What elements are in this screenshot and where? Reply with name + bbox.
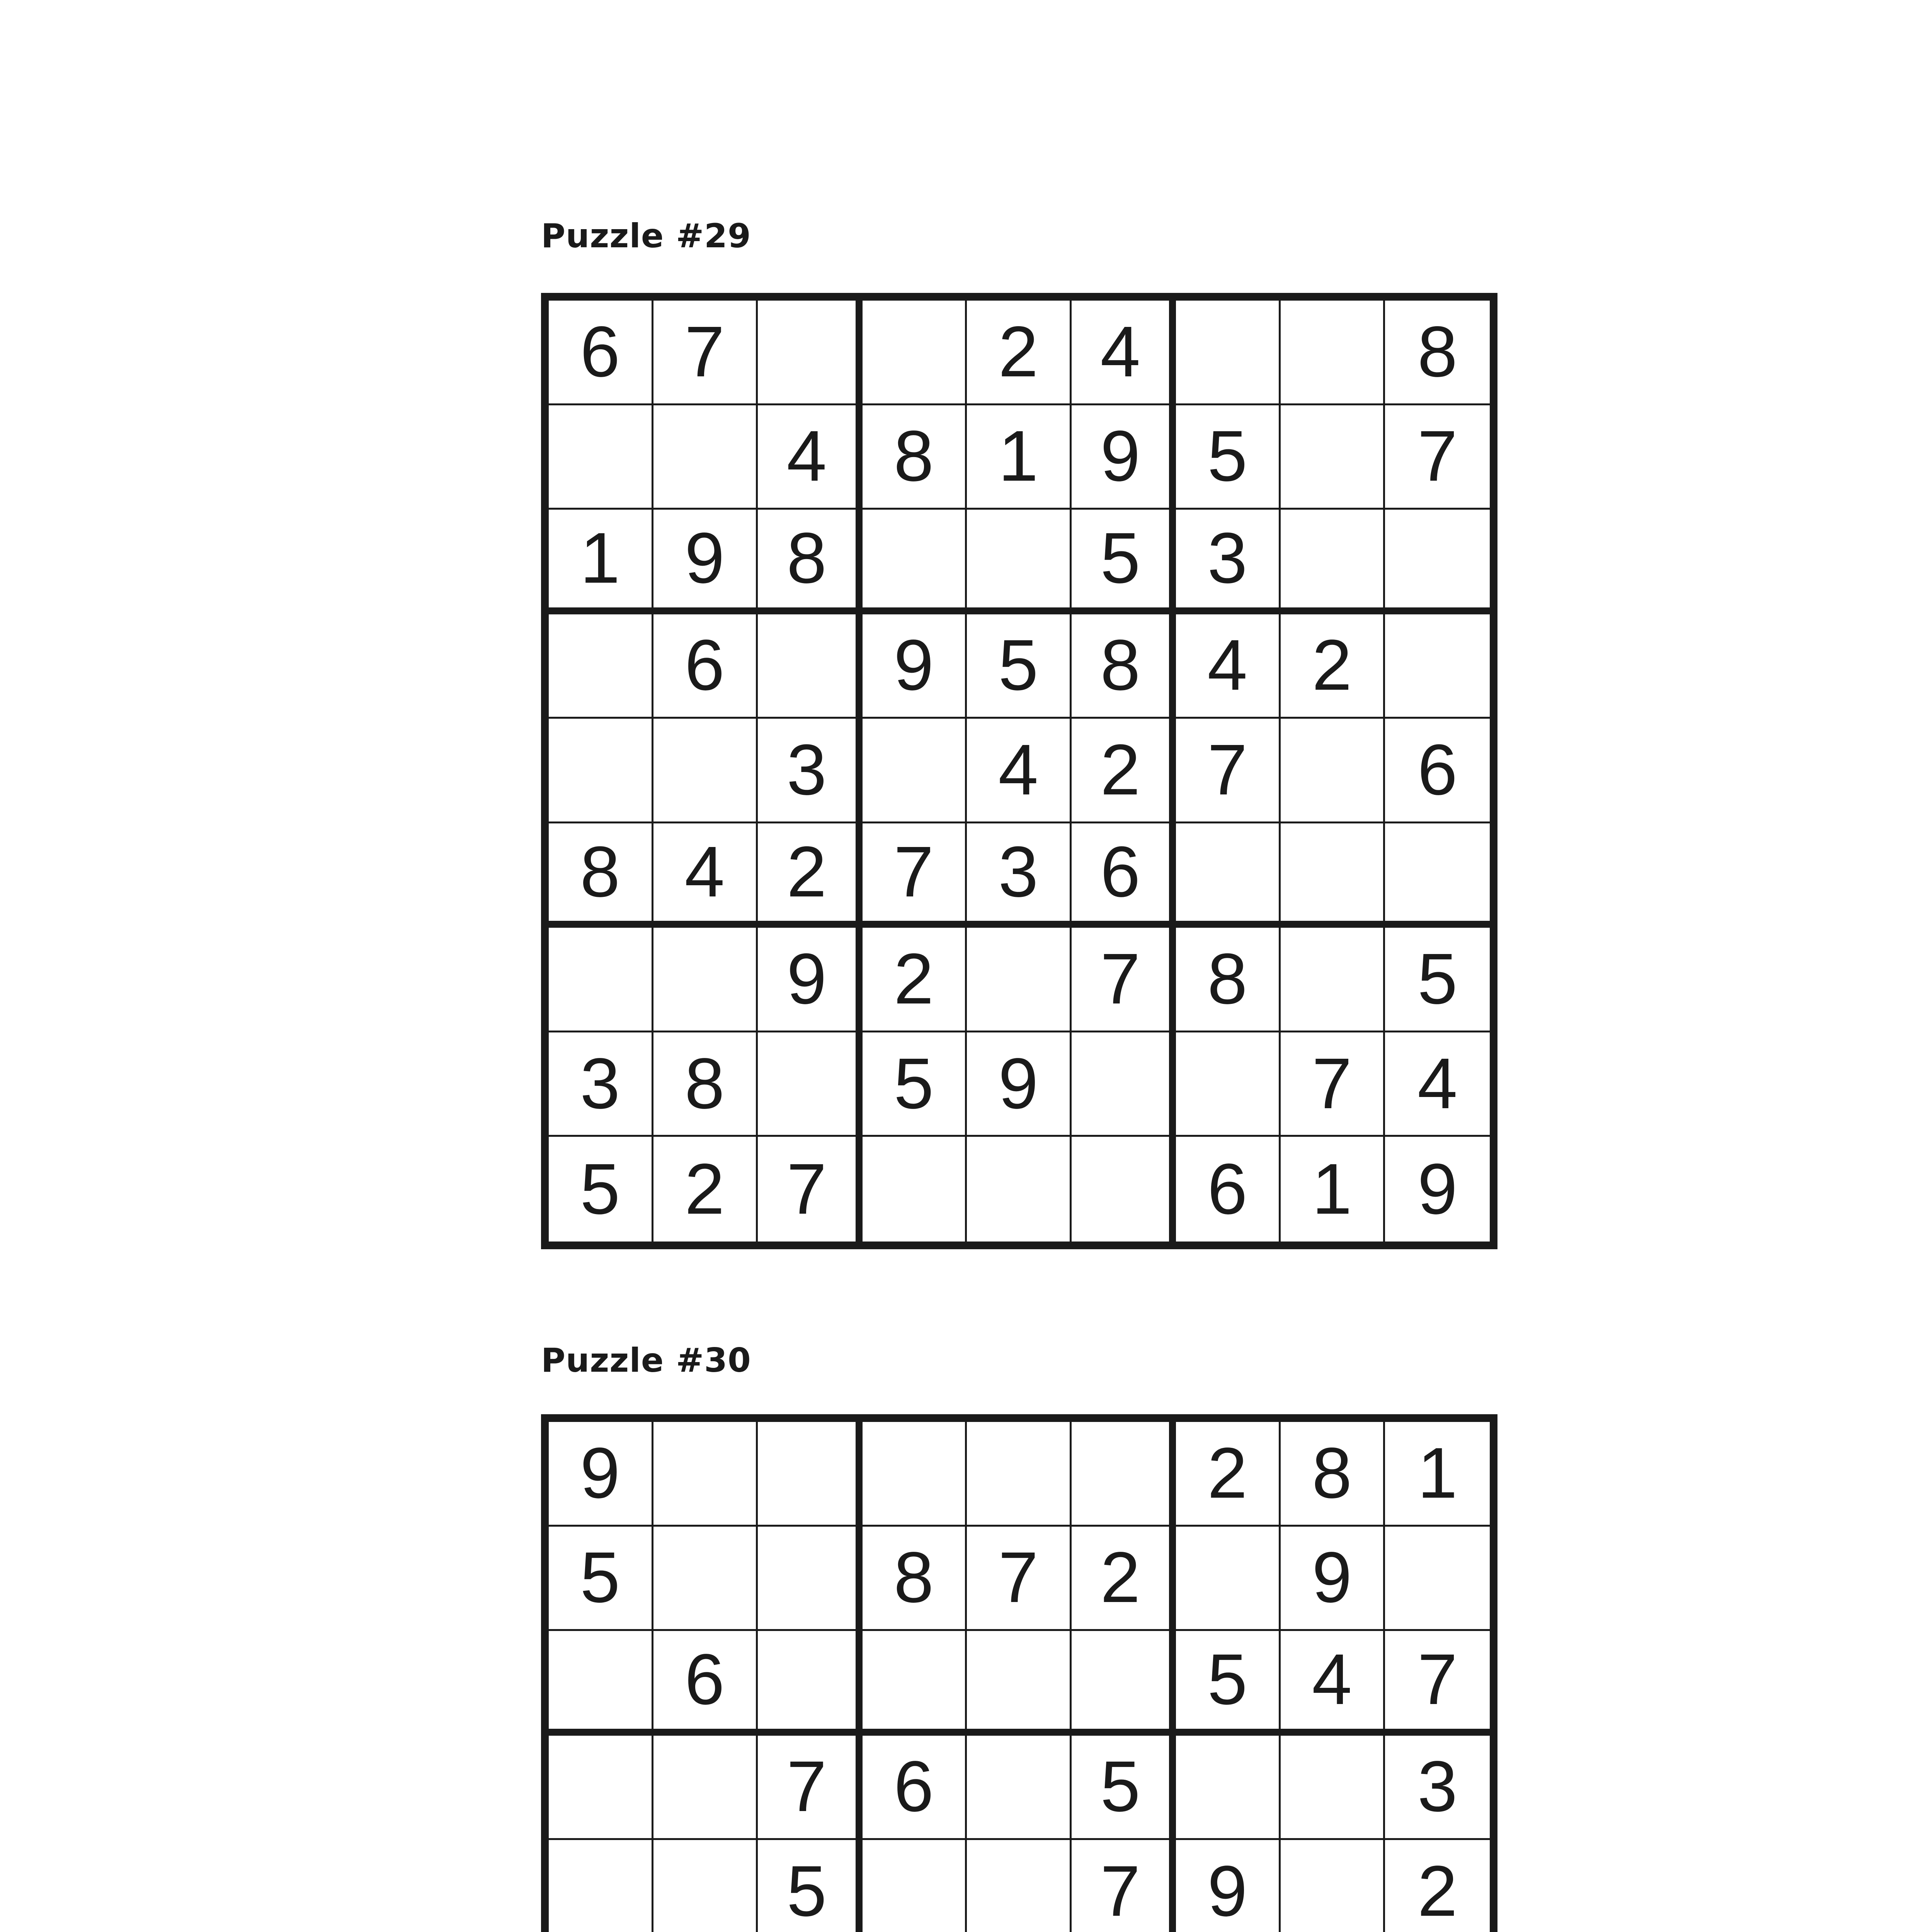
given-digit-cell: 6 (549, 301, 653, 405)
given-digit-cell: 4 (967, 719, 1072, 823)
empty-cell[interactable] (863, 1631, 967, 1736)
given-digit-cell: 5 (863, 1032, 967, 1137)
empty-cell[interactable] (653, 719, 758, 823)
given-digit-cell: 8 (1281, 1422, 1385, 1527)
given-digit-cell: 9 (758, 928, 863, 1032)
empty-cell[interactable] (653, 405, 758, 510)
given-digit-cell: 7 (1176, 719, 1281, 823)
empty-cell[interactable] (1281, 823, 1385, 928)
given-digit-cell: 8 (863, 1527, 967, 1631)
given-digit-cell: 8 (1072, 614, 1176, 719)
given-digit-cell: 7 (1072, 928, 1176, 1032)
empty-cell[interactable] (549, 928, 653, 1032)
given-digit-cell: 3 (549, 1032, 653, 1137)
empty-cell[interactable] (967, 1137, 1072, 1242)
empty-cell[interactable] (863, 1422, 967, 1527)
given-digit-cell: 9 (1281, 1527, 1385, 1631)
empty-cell[interactable] (758, 1527, 863, 1631)
given-digit-cell: 7 (1281, 1032, 1385, 1137)
empty-cell[interactable] (549, 1840, 653, 1932)
given-digit-cell: 5 (1072, 1736, 1176, 1840)
empty-cell[interactable] (967, 1422, 1072, 1527)
puzzle-30-title: Puzzle #30 (541, 1341, 751, 1380)
empty-cell[interactable] (967, 928, 1072, 1032)
given-digit-cell: 7 (1385, 1631, 1490, 1736)
empty-cell[interactable] (1072, 1631, 1176, 1736)
empty-cell[interactable] (967, 1840, 1072, 1932)
given-digit-cell: 5 (1072, 510, 1176, 614)
empty-cell[interactable] (1176, 301, 1281, 405)
empty-cell[interactable] (549, 614, 653, 719)
given-digit-cell: 8 (1176, 928, 1281, 1032)
given-digit-cell: 4 (1072, 301, 1176, 405)
empty-cell[interactable] (1385, 823, 1490, 928)
given-digit-cell: 9 (653, 510, 758, 614)
given-digit-cell: 1 (549, 510, 653, 614)
given-digit-cell: 8 (653, 1032, 758, 1137)
given-digit-cell: 6 (1072, 823, 1176, 928)
given-digit-cell: 9 (1176, 1840, 1281, 1932)
empty-cell[interactable] (1176, 823, 1281, 928)
empty-cell[interactable] (549, 405, 653, 510)
given-digit-cell: 8 (863, 405, 967, 510)
given-digit-cell: 2 (1385, 1840, 1490, 1932)
given-digit-cell: 6 (653, 614, 758, 719)
given-digit-cell: 5 (1176, 1631, 1281, 1736)
given-digit-cell: 7 (967, 1527, 1072, 1631)
given-digit-cell: 7 (1385, 405, 1490, 510)
empty-cell[interactable] (863, 1840, 967, 1932)
empty-cell[interactable] (653, 1422, 758, 1527)
empty-cell[interactable] (1385, 1527, 1490, 1631)
given-digit-cell: 7 (758, 1736, 863, 1840)
empty-cell[interactable] (1176, 1032, 1281, 1137)
given-digit-cell: 1 (1281, 1137, 1385, 1242)
given-digit-cell: 3 (1176, 510, 1281, 614)
empty-cell[interactable] (1072, 1137, 1176, 1242)
empty-cell[interactable] (653, 1736, 758, 1840)
given-digit-cell: 7 (758, 1137, 863, 1242)
given-digit-cell: 4 (1281, 1631, 1385, 1736)
given-digit-cell: 2 (1281, 614, 1385, 719)
given-digit-cell: 7 (653, 301, 758, 405)
given-digit-cell: 3 (1385, 1736, 1490, 1840)
given-digit-cell: 7 (1072, 1840, 1176, 1932)
given-digit-cell: 9 (1417, 1149, 1458, 1229)
given-digit-cell: 1 (1385, 1422, 1490, 1527)
empty-cell[interactable] (1281, 719, 1385, 823)
given-digit-cell: 3 (758, 719, 863, 823)
empty-cell[interactable] (967, 1736, 1072, 1840)
given-digit-cell: 2 (863, 928, 967, 1032)
empty-cell[interactable] (1281, 1840, 1385, 1932)
given-digit-cell: 3 (967, 823, 1072, 928)
given-digit-cell: 2 (1176, 1422, 1281, 1527)
empty-cell[interactable] (1281, 1736, 1385, 1840)
given-digit-cell: 5 (1176, 405, 1281, 510)
given-digit-cell: 2 (1072, 1527, 1176, 1631)
sudoku-grid-30 (541, 1414, 1497, 1932)
empty-cell[interactable] (758, 1422, 863, 1527)
given-digit-cell: 2 (758, 823, 863, 928)
empty-cell[interactable] (758, 1032, 863, 1137)
given-digit-cell: 2 (1072, 719, 1176, 823)
given-digit-cell: 9 (863, 614, 967, 719)
given-digit-cell: 8 (758, 510, 863, 614)
empty-cell[interactable] (967, 510, 1072, 614)
given-digit-cell: 8 (549, 823, 653, 928)
given-digit-cell: 1 (967, 405, 1072, 510)
given-digit-cell: 4 (653, 823, 758, 928)
empty-cell[interactable] (758, 301, 863, 405)
given-digit-cell: 9 (1072, 405, 1176, 510)
empty-cell[interactable] (653, 1527, 758, 1631)
given-digit-cell: 8 (1385, 301, 1490, 405)
empty-cell[interactable] (863, 301, 967, 405)
given-digit-cell: 6 (863, 1736, 967, 1840)
empty-cell[interactable] (1072, 1032, 1176, 1137)
given-digit-cell: 7 (863, 823, 967, 928)
empty-cell[interactable] (549, 1736, 653, 1840)
empty-cell[interactable] (1281, 301, 1385, 405)
empty-cell[interactable] (1176, 1736, 1281, 1840)
given-digit-cell: 6 (653, 1631, 758, 1736)
empty-cell[interactable] (1281, 928, 1385, 1032)
sudoku-grid-29 (541, 293, 1497, 1249)
empty-cell[interactable] (653, 1840, 758, 1932)
empty-cell[interactable] (1072, 1422, 1176, 1527)
given-digit-cell: 5 (549, 1527, 653, 1631)
empty-cell[interactable] (863, 510, 967, 614)
given-digit-cell: 9 (967, 1032, 1072, 1137)
given-digit-cell: 4 (1385, 1032, 1490, 1137)
empty-cell[interactable] (758, 614, 863, 719)
given-digit-cell: 2 (967, 301, 1072, 405)
empty-cell[interactable] (1281, 405, 1385, 510)
empty-cell[interactable] (967, 1631, 1072, 1736)
puzzle-29-title: Puzzle #29 (541, 217, 751, 255)
empty-cell[interactable] (1176, 1527, 1281, 1631)
empty-cell[interactable] (1281, 510, 1385, 614)
given-digit-cell: 4 (758, 405, 863, 510)
empty-cell[interactable] (1385, 510, 1490, 614)
given-digit-cell: 4 (1176, 614, 1281, 719)
given-digit-cell: 6 (1176, 1137, 1281, 1242)
empty-cell[interactable] (1385, 614, 1490, 719)
given-digit-cell: 2 (653, 1137, 758, 1242)
empty-cell[interactable] (863, 719, 967, 823)
empty-cell[interactable] (549, 1631, 653, 1736)
given-digit-cell: 5 (1385, 928, 1490, 1032)
given-digit-cell: 6 (1385, 719, 1490, 823)
given-digit-cell: 9 (549, 1422, 653, 1527)
empty-cell[interactable] (863, 1137, 967, 1242)
given-digit-cell: 5 (758, 1840, 863, 1932)
empty-cell[interactable] (653, 928, 758, 1032)
empty-cell[interactable] (549, 719, 653, 823)
given-digit-cell: 5 (967, 614, 1072, 719)
empty-cell[interactable] (758, 1631, 863, 1736)
given-digit-cell: 5 (549, 1137, 653, 1242)
